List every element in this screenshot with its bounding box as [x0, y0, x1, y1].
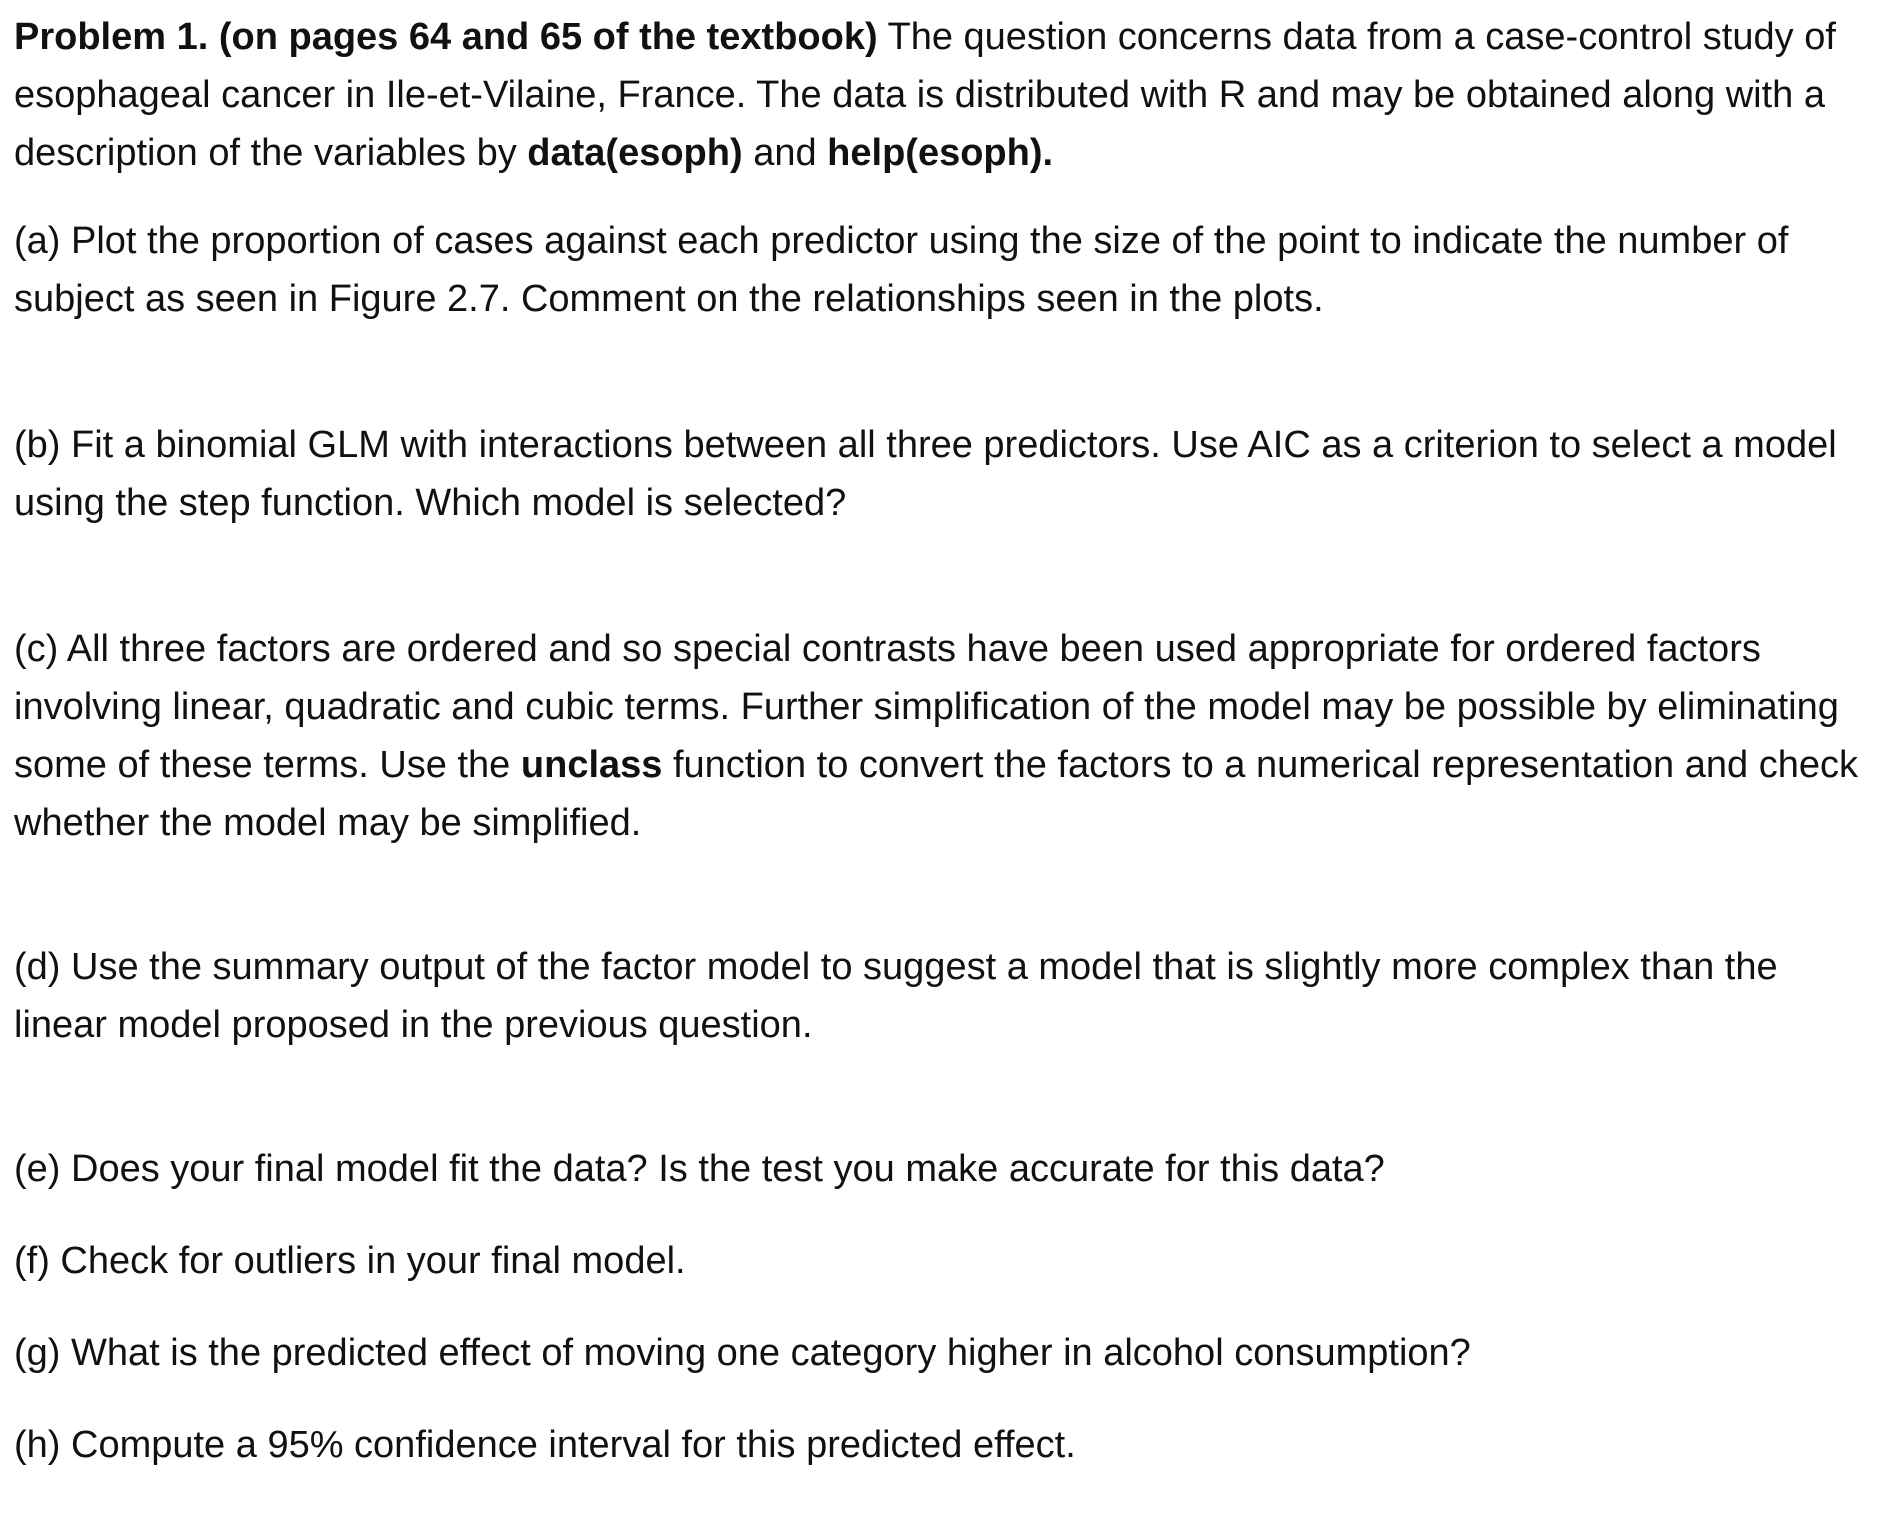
code-data-esoph: data(esoph) — [527, 132, 743, 174]
part-c — [14, 620, 1876, 852]
part-b: (b) Fit a binomial GLM with interactions between all three predictors. Use AIC as a criterion to select a model using the step function. Which model is selected? — [14, 424, 1837, 524]
pages-note: (on pages 64 and 65 of the textbook) — [218, 16, 878, 58]
part-e: (e) Does your final model fit the data? Is the test you make accurate for this data? — [14, 1148, 1385, 1190]
problem-document — [14, 8, 1876, 1474]
code-unclass: unclass — [520, 744, 663, 786]
problem-intro — [14, 8, 1876, 182]
problem-heading: Problem 1. — [14, 16, 209, 58]
intro-text: The question concerns data from a case-control study of esophageal cancer in Ile-et-Vilaine, France. The data is distributed with R and may be obtained along with a description of the variables by — [14, 16, 1836, 174]
part-g: (g) What is the predicted effect of moving one category higher in alcohol consumption? — [14, 1332, 1471, 1374]
part-c-text-2: function to convert the factors to a numerical representation and check whether the model may be simplified. — [14, 744, 1858, 844]
part-c-text-1: (c) All three factors are ordered and so special contrasts have been used appropriate for ordered factors involving linear, quadratic and cubic terms. Further simplification of the model may be possible by eliminating some of these terms. Use the — [14, 628, 1839, 786]
part-f: (f) Check for outliers in your final model. — [14, 1240, 686, 1282]
part-h: (h) Compute a 95% confidence interval for this predicted effect. — [14, 1424, 1076, 1466]
part-d: (d) Use the summary output of the factor model to suggest a model that is slightly more complex than the linear model proposed in the previous question. — [14, 946, 1778, 1046]
code-help-esoph: help(esoph). — [827, 132, 1054, 174]
intro-and: and — [742, 132, 828, 174]
part-a: (a) Plot the proportion of cases against each predictor using the size of the point to indicate the number of subject as seen in Figure 2.7. Comment on the relationships seen in the plots. — [14, 220, 1789, 320]
